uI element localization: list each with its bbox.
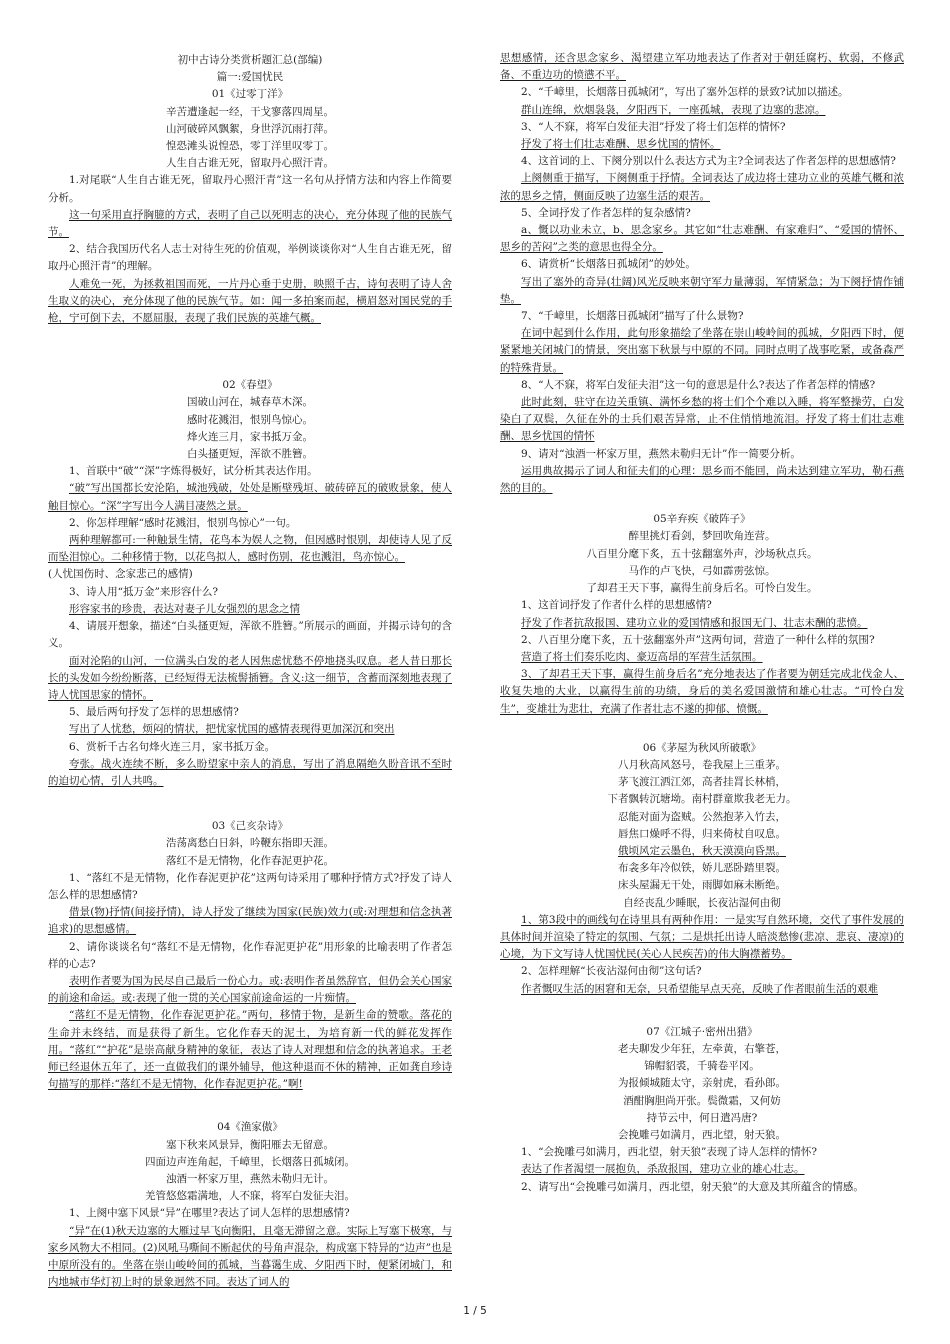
answer: 写出了人忧愁，烦闷的情状，把忧家忧国的感情表现得更加深沉和突出 [69,723,395,736]
answer: “异”在(1)秋天边塞的大雁过早飞向衡阳，且毫无滞留之意。实际上写塞下极寒，与家乡风物大不相同。(2)风吼马嘶间不断起伏的号角声混杂，构成塞下特异的“边声”也是中原所没有的。坐落在崇山峻岭间的孤城，当暮霭生成、夕阳西下时，便紧闭城门，和内地城市华灯初上时的景象迥然不同。表达了词人的 [48,1224,452,1289]
answer: 两种理解都可:一种触景生情，花鸟本为娱人之物，但因感时恨别，却使诗人见了反而坠泪惊心。二种移情于物，以花鸟拟人，感时伤别，花也溅泪，鸟亦惊心。 [48,534,452,564]
poem-line: 茅飞渡江洒江郊，高者挂罥长林梢， [618,776,786,789]
right-column [500,50,904,1196]
answer: 群山连绵，炊烟袅袅，夕阳西下，一座孤城，表现了边塞的悲凉。 [521,103,826,116]
poem-line: 山河破碎风飘絮，身世浮沉雨打萍。 [166,122,334,135]
poem-line: 自经丧乱少睡眠，长夜沾湿何由彻 [623,896,781,909]
poem-title: 02《春望》 [222,379,278,392]
question: 5、全词抒发了作者怎样的复杂感情? [521,206,691,219]
poem-line: 酒酣胸胆尚开张。鬓微霜，又何妨 [623,1094,781,1107]
question: 6、请赏析“长烟落日孤城闭”的妙处。 [521,258,696,271]
answer: 形容家书的珍贵，表达对妻子儿女强烈的思念之情 [69,602,300,615]
poem-line-underlined: 俄顷风定云墨色，秋天漠漠向昏黑。 [618,844,786,857]
question: 1、“落红不是无情物，化作春泥更护花”这两句诗采用了哪种抒情方式?抒发了诗人怎么样的思想感情? [48,871,452,901]
poem-line: 为报倾城随太守，亲射虎，看孙郎。 [618,1077,786,1090]
answer: 作者慨叹生活的困窘和无奈，只希望能早点天亮，反映了作者眼前生活的艰难 [521,982,878,995]
poem-line: 浊酒一杯家万里，燕然未勒归无计。 [166,1172,334,1185]
poem-line: 忍能对面为盗贼。公然抱茅入竹去， [618,810,786,823]
question: 4、请展开想象，描述“白头搔更短，浑欲不胜簪。”所展示的画面，并揭示诗句的含义。 [48,620,452,650]
poem-line: 了却君王天下事，赢得生前身后名。可怜白发生。 [586,582,818,595]
question: 1、上阕中塞下风景“异”在哪里?表达了词人怎样的思想感情? [69,1207,350,1220]
answer: 抒发了作者抗敌报国、建功立业的爱国情感和报国无门、壮志未酬的悲愤。 [521,616,868,629]
question: 2、你怎样理解“感时花溅泪，恨别鸟惊心”一句。 [69,516,297,529]
poem-line: 持节云中，何日遣冯唐? [646,1111,758,1124]
question: 2、“千嶂里，长烟落日孤城闭”，写出了塞外怎样的景致?试加以描述。 [521,86,849,99]
chapter-title: 篇一:爱国忧民 [216,71,284,84]
section-01 [48,86,452,327]
question: 2、请写出“会挽雕弓如满月，西北望，射天狼”的大意及其所蕴含的情感。 [521,1180,864,1193]
answer: 思想感情，还含思念家乡、渴望建立军功地表达了作者对于朝廷腐朽、软弱，不修武备、不重边功的愤懑不平。 [500,52,904,82]
poem-line: 布衾多年冷似铁，娇儿恶卧踏里裂。 [618,862,786,875]
section-03 [48,818,452,1093]
answer: 运用典故揭示了词人和征夫们的心理：思乡而不能回，尚未达到建立军功，勒石燕然的目的。 [500,464,904,495]
section-07 [500,1024,904,1196]
poem-title: 05辛弃疾《破阵子》 [653,513,751,526]
answer: 这一句采用直抒胸臆的方式，表明了自己以死明志的决心，充分体现了他的民族气节。 [48,208,452,239]
answer: 夸张。战火连续不断，多么盼望家中亲人的消息，写出了消息隔绝久盼音讯不至时的迫切心情，引人共鸣。 [48,757,452,787]
question: 1、“会挽雕弓如满月，西北望，射天狼”表现了诗人怎样的情怀? [521,1146,818,1159]
question: 7、“千嶂里，长烟落日孤城闭”描写了什么景物? [521,310,744,323]
left-column [48,52,452,1291]
poem-title: 07《江城子·密州出猎》 [646,1025,758,1038]
poem-line: 塞下秋来风景异，衡阳雁去无留意。 [166,1138,334,1151]
answer: 此时此刻，驻守在边关重镇、满怀乡愁的将士们个个难以入睡，将军整操劳，白发染白了双鬓，久征在外的士兵们艰苦异常，止不住悄悄地流泪。抒发了将士们壮志难酬、思乡忧国的情怀 [500,396,904,443]
answer: 写出了塞外的奇异(壮阔)风光反映来朝守军力量薄弱，军情紧急；为下阕抒情作铺垫。 [500,275,904,305]
poem-line: 八百里分麾下炙，五十弦翻塞外声，沙场秋点兵。 [586,547,818,560]
poem-line: 马作的卢飞快，弓如霹雳弦惊。 [628,564,776,577]
poem-line: 唇焦口燥呼不得，归来倚杖自叹息。 [618,827,786,840]
question: 2、八百里分麾下炙，五十弦翻塞外声”这两句词，营造了一种什么样的氛围? [521,633,875,646]
section-02 [48,377,452,790]
answer: 人难免一死，为拯救祖国而死，一片丹心垂于史册，映照千古，诗句表明了诗人舍生取义的决心，充分体现了他的民族气节。如：闻一多拍案而起，横眉怒对国民党的手枪，宁可倒下去，不愿屈服，表现了我们民族的英雄气概。 [48,277,452,325]
poem-title: 04《渔家傲》 [217,1121,283,1134]
question: 1.对尾联“人生自古谁无死，留取丹心照汗青”这一名句从抒情方法和内容上作简要分析。 [48,174,452,204]
poem-title: 03《己亥杂诗》 [211,820,289,833]
answer: 3、了却君王天下事，赢得生前身后名”充分地表达了作者要为朝廷完成北伐金人、收复失地的大业，以赢得生前的功绩，身后的美名爱国激情和雄心壮志。“可怜白发生”，变雄壮为悲壮，充满了作者壮志不遂的抑郁、愤慨。 [500,668,904,715]
answer: 营造了将士们奏乐吃肉、豪迈高昂的军营生活氛围。 [521,650,763,663]
answer: “破”写出国都长安沦陷，城池残破，处处是断壁残垣、破砖碎瓦的破败景象，使人触目惊心。“深”字写出今人满目凄然之景。 [48,482,452,512]
poem-line: 人生自古谁无死，留取丹心照汗青。 [166,157,334,170]
question: 2、结合我国历代名人志士对待生死的价值观，举例谈谈你对“人生自古谁无死，留取丹心照汗青”的理解。 [48,243,452,273]
answer-note: (人忧国伤时、念家悲己的感情) [48,568,193,581]
poem-line: 锦帽貂裘，千骑卷平冈。 [644,1060,760,1073]
poem-line: 下者飘转沉塘坳。南村群童欺我老无力。 [607,793,797,806]
poem-line: 烽火连三月，家书抵万金。 [187,430,313,443]
document-title: 初中古诗分类赏析题汇总(部编) [177,54,323,66]
answer: 表达了作者渴望一展抱负，杀敌报国，建功立业的雄心壮志。 [521,1163,805,1176]
poem-line: 四面边声连角起，千嶂里，长烟落日孤城闭。 [145,1155,355,1168]
section-04 [48,1119,452,1291]
section-04-continued [500,50,904,497]
answer: 上阕侧重于描写，下阕侧重于抒情。全词表达了成边将士建功立业的英雄气概和浓浓的思乡之情，侧面反映了边塞生活的艰苦。 [500,172,904,202]
poem-line: 床头屋漏无干处，雨脚如麻未断绝。 [618,879,786,892]
section-05 [500,511,904,717]
poem-title: 01《过零丁洋》 [211,88,289,101]
answer: 1、第3段中的画线句在诗里具有两种作用：一是实写自然环境，交代了事件发展的具体时间并渲染了特定的氛围、气氛；二是烘托出诗人暗淡愁惨(悲凉、悲哀、凄凉)的心境，为下文写诗人忧国忧民(关心人民疾苦)的伟大胸襟蓄势。 [500,913,904,961]
answer: “落红不是无情物，化作春泥更护花。”两句，移情于物，是新生命的赞歌。落花的生命并未终结，而是获得了新生。它化作春天的泥土，为培育新一代的鲜花发挥作用。“落红”“护花”是崇高献身精神的象征，表达了诗人对理想和信念的执著追求。王老师已经退休五年了，还一直做我们的课外辅导，他这种退而不休的精神，正如龚自珍诗句描写的那样:“落红不是无情物，化作春泥更护花。”啊! [48,1009,452,1091]
question: 1、这首词抒发了作者什么样的思想感情? [521,599,712,612]
answer: a、慨以功业未立，b、思念家乡。其它如“壮志难酬、有家难归”、“爱国的情怀、思乡的苦闷”之类的意思也得全分。 [500,224,904,254]
poem-line: 羌管悠悠霜满地，人不寐，将军白发征夫泪。 [145,1190,355,1203]
question: 2、怎样理解“长夜沾湿何由彻”这句话? [521,965,702,978]
question: 5、最后两句抒发了怎样的思想感情? [69,706,239,719]
poem-line: 八月秋高风怒号，卷我屋上三重茅。 [618,758,786,771]
poem-line: 醉里挑灯看剑，梦回吹角连营。 [628,530,776,543]
question: 2、请你谈谈名句“落红不是无情物，化作春泥更护花”用形象的比喻表明了作者怎样的心志? [48,940,452,970]
poem-line: 惶恐滩头说惶恐，零丁洋里叹零丁。 [166,140,334,153]
poem-line: 白头搔更短，浑欲不胜簪。 [187,448,313,461]
answer: 表明作者要为国为民尽自己最后一份心力。或:表明作者虽然辞官，但仍会关心国家的前途和命运。或:表现了他一贯的关心国家前途命运的一片痴情。 [48,974,452,1005]
question: 3、诗人用“抵万金”来形容什么? [69,585,219,598]
section-06 [500,740,904,998]
poem-line: 浩荡离愁白日斜，吟鞭东指即天涯。 [166,837,334,850]
answer: 抒发了将士们壮志难酬、思乡忧国的情怀。 [521,138,721,151]
poem-line: 辛苦遭逢起一经，干戈寥落四周星。 [166,105,334,118]
answer: 面对沦陷的山河，一位满头白发的老人因焦虑忧愁不停地挠头叹息。老人昔日那长长的头发如今纷纷断落，已经短得无法梳髻插簪。含义:这一细节，含蓄而深刻地表现了诗人忧国思家的情怀。 [48,654,452,701]
answer: 借景(物)抒情(间接抒情)，诗人抒发了继续为国家(民族)效力(或:对理想和信念执著追求)的思想感情。 [48,906,452,936]
answer: 在词中起到什么作用，此句形象描绘了坐落在崇山峻岭间的孤城，夕阳西下时，便紧紧地关闭城门的情景，突出塞下秋景与中原的不同。同时点明了战事吃紧，或备森严的特殊背景。 [500,327,904,374]
question: 3、“人不寐，将军白发征夫泪”抒发了将士们怎样的情怀? [521,120,786,133]
poem-title: 06《茅屋为秋风所破歌》 [642,741,762,754]
poem-line: 落红不是无情物，化作春泥更护花。 [166,854,334,867]
poem-line: 会挽雕弓如满月，西北望，射天狼。 [618,1128,786,1141]
question: 1、首联中“破”“深”字炼得极好，试分析其表达作用。 [69,465,318,478]
question: 9、请对“浊酒一杯家万里，燕然未勒归无计”作一简要分析。 [521,447,801,460]
poem-line: 国破山河在，城春草木深。 [187,396,313,409]
poem-line: 老夫聊发少年狂，左牵黄，右擎苍， [618,1042,786,1055]
question: 4、这首词的上、下阕分别以什么表达方式为主?全词表达了作者怎样的思想感情? [521,155,896,168]
page-number: 1 / 5 [463,1305,487,1317]
poem-line: 感时花溅泪，恨别鸟惊心。 [187,413,313,426]
question: 8、“人不寐，将军白发征夫泪”这一句的意思是什么?表达了作者怎样的情感? [521,378,876,391]
question: 6、赏析千古名句烽火连三月，家书抵万金。 [69,740,276,753]
